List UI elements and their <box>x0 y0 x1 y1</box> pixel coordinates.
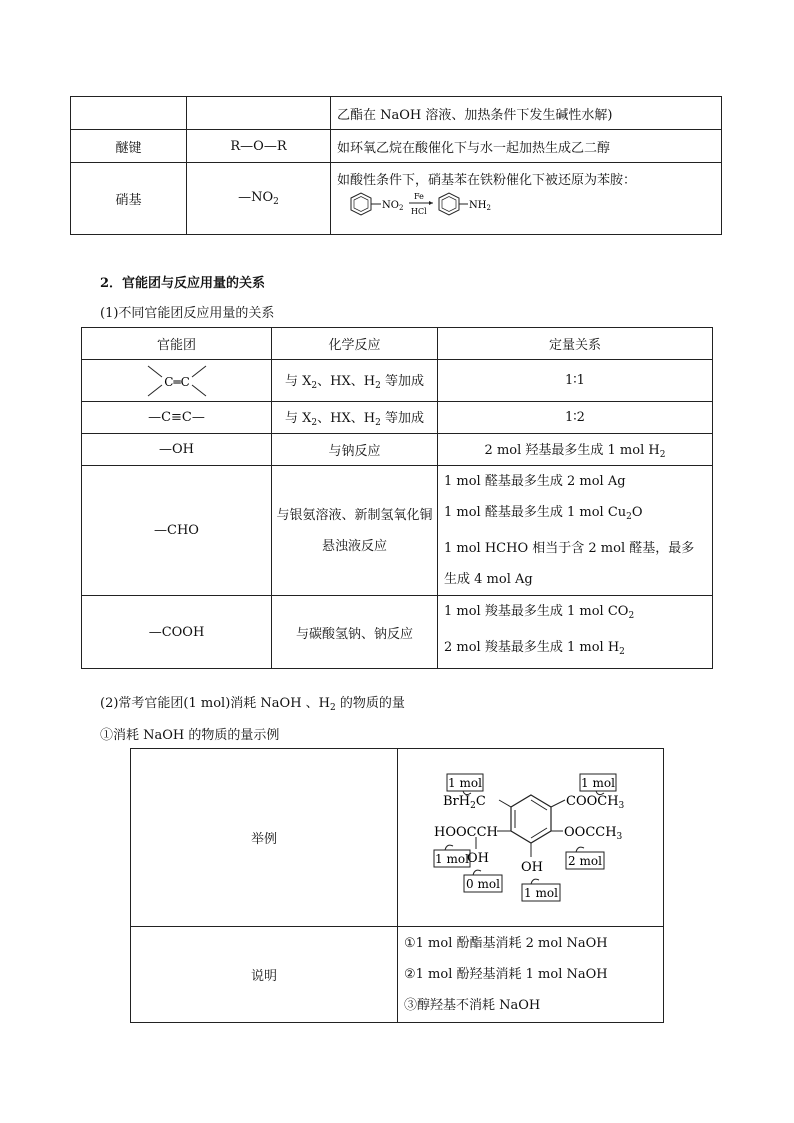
ratio-cell: 1∶1 <box>438 360 713 402</box>
tag-oh-ring: 1 mol <box>523 885 558 900</box>
alkene-structure-cell <box>82 360 272 402</box>
table-row <box>82 360 713 402</box>
group-cell: —OH <box>82 434 272 466</box>
table-header-row <box>82 328 713 360</box>
reaction-cell: 与 $X_2$、HX、$H_2$ 等加成 <box>272 360 438 402</box>
nitrobenzene-reduction-scheme <box>337 190 527 226</box>
svg-text:HCl: HCl <box>411 207 427 216</box>
table-row <box>82 434 713 466</box>
tag-cooch3: 1 mol <box>580 775 615 790</box>
ratio-cell: 1 mol 醛基最多生成 2 mol Ag 1 mol 醛基最多生成 1 mol $Cu_2O$ 1 mol HCHO 相当于含 2 mol 醛基，最多生成 4 mol Ag <box>438 466 713 596</box>
hoocch-label: HOOCCH <box>433 824 498 840</box>
group-name-cell <box>71 97 187 130</box>
example-cell: 如环氧乙烷在酸催化下与水一起加热生成乙二醇 <box>331 130 722 163</box>
subsection-title: (2)常考官能团(1 mol)消耗 NaOH 、$H_2$ 的物质的量 <box>100 696 405 713</box>
reaction-cell: 与银氨溶液、新制氢氧化铜悬浊液反应 <box>272 466 438 596</box>
section-heading: 2．官能团与反应用量的关系 <box>100 276 266 291</box>
reaction-cell: 与钠反应 <box>272 434 438 466</box>
ratio-cell: 1∶2 <box>438 402 713 434</box>
alkyne-structure-cell: —C≡C— <box>82 402 272 434</box>
table-row <box>82 466 713 596</box>
svg-text:C═C: C═C <box>163 374 190 389</box>
tag-oh-side: 0 mol <box>465 876 500 891</box>
group-name-cell: 硝基 <box>71 163 187 235</box>
ratio-cell: 2 mol 羟基最多生成 1 mol $H_2$ <box>438 434 713 466</box>
reaction-cell: 与碳酸氢钠、钠反应 <box>272 596 438 669</box>
ooccch3-label: $OOCCH_3$ <box>563 824 622 842</box>
group-name-cell: 醚键 <box>71 130 187 163</box>
header-cell: 定量关系 <box>438 328 713 360</box>
brh2c-label: BrH$_2$C <box>442 793 486 811</box>
side-oh-label: OH <box>466 850 489 866</box>
table-reaction-quantities <box>81 327 713 669</box>
tag-ooccch3: 2 mol <box>567 853 602 868</box>
formula-cell: $—NO_2$ <box>187 163 331 235</box>
reaction-cell: 与 $X_2$、HX、$H_2$ 等加成 <box>272 402 438 434</box>
ratio-cell: 1 mol 羧基最多生成 1 mol $CO_2$ 2 mol 羧基最多生成 1 mol $H_2$ <box>438 596 713 669</box>
tag-hoocch: 1 mol <box>434 851 469 866</box>
header-cell: 官能团 <box>82 328 272 360</box>
note-line: ①1 mol 酚酯基消耗 2 mol NaOH <box>404 936 608 951</box>
subsection-title: ①消耗 NaOH 的物质的量示例 <box>100 728 280 743</box>
subsection-title: (1)不同官能团反应用量的关系 <box>100 306 275 321</box>
formula-cell <box>187 97 331 130</box>
table-row <box>71 130 722 163</box>
svg-text:NH2: $NH_2$ <box>469 200 491 212</box>
table-row <box>71 97 722 130</box>
table-row <box>82 596 713 669</box>
svg-text:NO2: $NO_2$ <box>382 200 404 212</box>
example-cell: 乙酯在 NaOH 溶液、加热条件下发生碱性水解) <box>331 97 722 130</box>
cooch3-label: $COOCH_3$ <box>565 793 624 811</box>
table-naoh-consumption <box>130 748 664 1023</box>
ring-oh-label: OH <box>520 859 543 875</box>
group-cell: —CHO <box>82 466 272 596</box>
tag-brh2c: 1 mol <box>447 775 482 790</box>
notes-cell <box>398 927 664 1023</box>
example-label-cell: 举例 <box>131 749 398 927</box>
molecule-structure <box>401 753 661 923</box>
header-cell: 化学反应 <box>272 328 438 360</box>
molecule-cell <box>398 749 664 927</box>
alkene-structure <box>142 362 212 400</box>
note-line: ②1 mol 酚羟基消耗 1 mol NaOH <box>404 967 608 982</box>
table-row <box>131 927 664 1023</box>
formula-cell: R—O—R <box>187 130 331 163</box>
group-cell: —COOH <box>82 596 272 669</box>
table-functional-groups-continued <box>70 96 722 235</box>
table-row <box>131 749 664 927</box>
note-line: ③醇羟基不消耗 NaOH <box>404 998 541 1013</box>
note-label-cell: 说明 <box>131 927 398 1023</box>
example-cell: 如酸性条件下，硝基苯在铁粉催化下被还原为苯胺： $NO_2$ Fe HCl $NH_2$ <box>331 163 722 235</box>
svg-text:Fe: Fe <box>414 192 424 201</box>
table-row <box>71 163 722 235</box>
table-row <box>82 402 713 434</box>
